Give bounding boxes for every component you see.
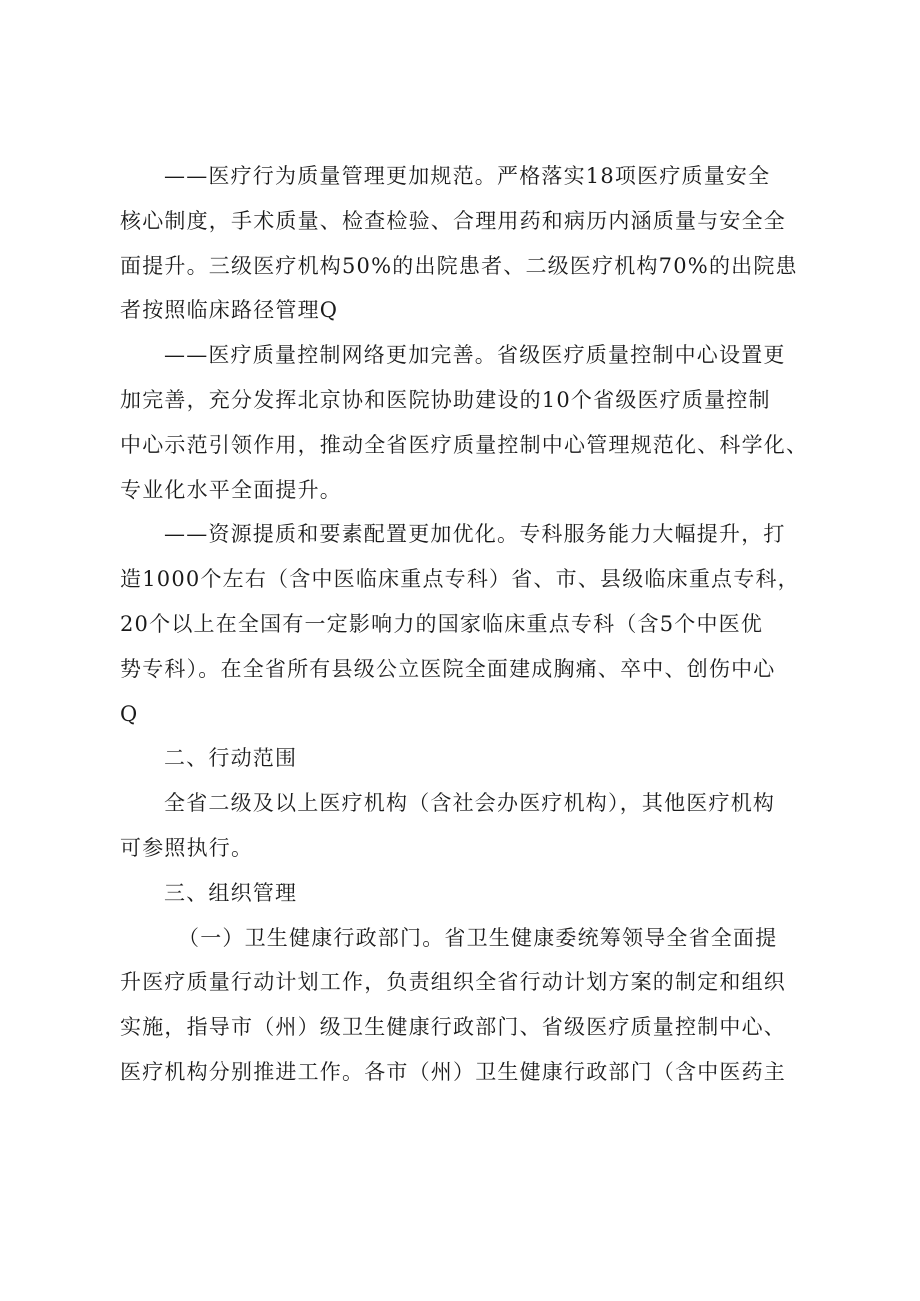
text-line: 升医疗质量行动计划工作，负责组织全省行动计划方案的制定和组织 [120,970,786,995]
heading-organization [120,871,820,916]
paragraph-action-scope [120,781,820,871]
text-line: 专业化水平全面提升。 [120,477,342,502]
text-line: 可参照执行。 [120,835,254,860]
text-line: ——资源提质和要素配置更加优化。专科服务能力大幅提升，打 [164,522,786,547]
section-heading: 三、组织管理 [164,880,298,905]
text-line: 医疗机构分别推进工作。各市（州）卫生健康行政部门（含中医药主 [120,1059,786,1084]
text-line: 中心示范引领作用，推动全省医疗质量控制中心管理规范化、科学化、 [120,432,809,457]
text-line: 者按照临床路径管理Q [120,298,339,323]
text-line: 核心制度，手术质量、检查检验、合理用药和病历内涵质量与安全全 [120,208,786,233]
paragraph-clinical-quality [120,154,820,333]
text-line: 势专科）。在全省所有县级公立医院全面建成胸痛、卒中、创伤中心 [120,656,776,681]
text-line: ——医疗质量控制网络更加完善。省级医疗质量控制中心设置更 [164,343,786,368]
paragraph-quality-network [120,333,820,512]
text-line: 全省二级及以上医疗机构（含社会办医疗机构），其他医疗机构 [164,791,776,816]
text-line: Q [120,701,139,726]
text-line: 20个以上在全国有一定影响力的国家临床重点专科（含5个中医优 [120,611,764,636]
paragraph-health-admin [120,916,820,1095]
text-line: ——医疗行为质量管理更加规范。严格落实18项医疗质量安全 [164,164,771,188]
section-heading: 二、行动范围 [164,746,298,771]
text-line: 造1000个左右（含中医临床重点专科）省、市、县级临床重点专科， [120,567,800,592]
text-line: 面提升。三级医疗机构50%的出院患者、二级医疗机构70%的出院患 [120,253,798,278]
text-line: 实施，指导市（州）级卫生健康行政部门、省级医疗质量控制中心、 [120,1015,786,1040]
heading-action-scope [120,736,820,781]
text-line: 加完善，充分发挥北京协和医院协助建设的10个省级医疗质量控制 [120,387,771,412]
text-line: （一）卫生健康行政部门。省卫生健康委统筹领导全省全面提 [178,925,778,950]
paragraph-resource-optimization [120,512,820,736]
document-page [120,154,820,1095]
